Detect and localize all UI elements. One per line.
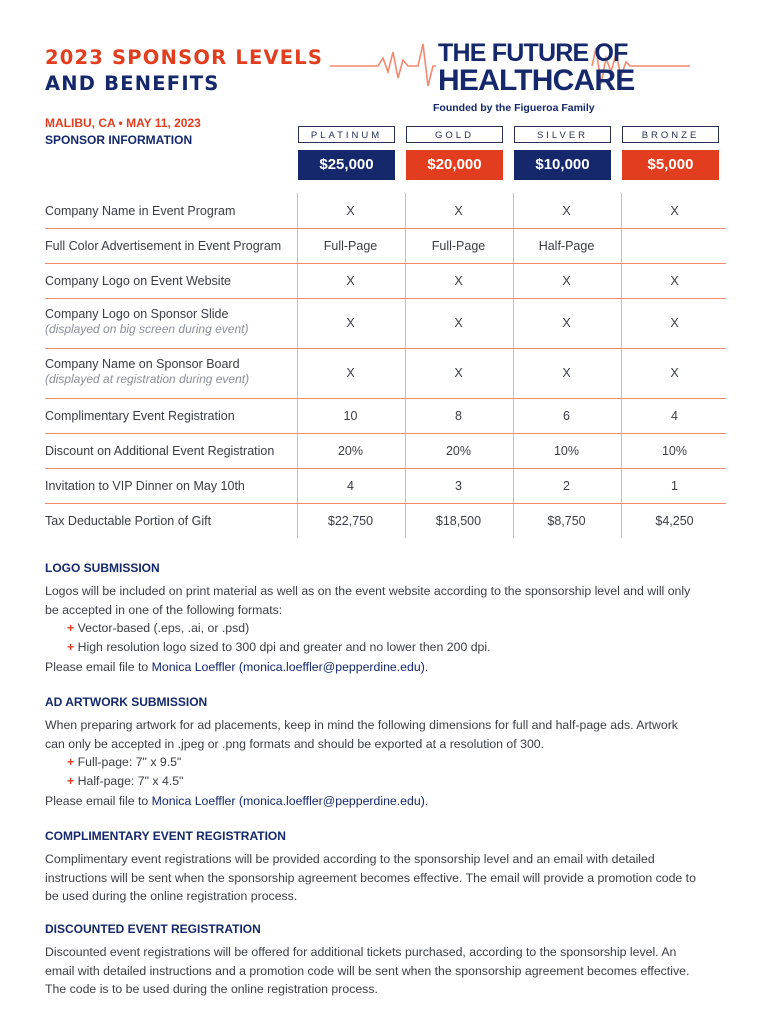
benefit-value: 20%: [337, 444, 364, 458]
benefit-value: 10%: [553, 444, 580, 458]
benefit-value: 8: [455, 409, 462, 423]
benefit-label: Company Logo on Event Website: [45, 274, 231, 288]
email-link[interactable]: Monica Loeffler (monica.loeffler@pepperdine.edu): [151, 794, 425, 808]
logo-line-2: HEALTHCARE: [438, 64, 635, 97]
benefit-label: Complimentary Event Registration: [45, 409, 235, 423]
level-price-silver: $10,000: [514, 150, 611, 180]
benefit-value: 1: [671, 479, 678, 493]
ad-email-line: Please email file to Monica Loeffler (monica.loeffler@pepperdine.edu).: [45, 794, 429, 808]
benefit-label: Full Color Advertisement in Event Program: [45, 239, 282, 253]
benefit-value: X: [346, 366, 355, 380]
event-logo: [330, 38, 690, 118]
level-name-bronze: BRONZE: [622, 126, 719, 143]
benefit-value: X: [454, 316, 463, 330]
sponsor-information-heading: SPONSOR INFORMATION: [45, 133, 193, 147]
benefit-label: Company Name on Sponsor Board (displayed at registration during event): [45, 357, 250, 386]
list-item: + Half-page: 7" x 4.5": [67, 774, 184, 788]
discounted-registration-heading: DISCOUNTED EVENT REGISTRATION: [45, 922, 261, 936]
email-link[interactable]: Monica Loeffler (monica.loeffler@pepperdine.edu): [151, 660, 425, 674]
logo-submission-heading: LOGO SUBMISSION: [45, 561, 160, 575]
benefit-value: X: [670, 274, 679, 288]
event-location-date: MALIBU, CA • MAY 11, 2023: [45, 116, 201, 130]
benefit-value: 2: [563, 479, 570, 493]
row-divider: [45, 298, 726, 299]
plus-icon: +: [67, 755, 75, 769]
benefit-label: Invitation to VIP Dinner on May 10th: [45, 479, 245, 493]
list-item: + Vector-based (.eps, .ai, or .psd): [67, 621, 250, 635]
benefit-value: $22,750: [327, 514, 374, 528]
benefit-value: $18,500: [435, 514, 482, 528]
benefit-label: Company Logo on Sponsor Slide (displayed on big screen during event): [45, 307, 249, 336]
benefit-value: X: [346, 204, 355, 218]
benefit-value: X: [454, 204, 463, 218]
benefit-value: X: [562, 204, 571, 218]
benefit-value: X: [670, 366, 679, 380]
benefit-value: X: [454, 366, 463, 380]
benefit-sublabel: (displayed at registration during event): [45, 372, 250, 386]
list-item: + High resolution logo sized to 300 dpi and greater and no lower then 200 dpi.: [67, 640, 491, 654]
level-price-platinum: $25,000: [298, 150, 395, 180]
plus-icon: +: [67, 640, 75, 654]
row-divider: [45, 468, 726, 469]
row-divider: [45, 398, 726, 399]
logo-email-line: Please email file to Monica Loeffler (monica.loeffler@pepperdine.edu).: [45, 660, 429, 674]
benefit-value: 10%: [661, 444, 688, 458]
list-item: + Full-page: 7" x 9.5": [67, 755, 182, 769]
benefit-value: 10: [343, 409, 358, 423]
page-title: [45, 45, 323, 97]
logo-line-1: THE FUTURE OF: [438, 39, 628, 67]
complimentary-registration-text: Complimentary event registrations will be provided according to the sponsorship level and an email with detailed instructions will be sent when the sponsorship agreement becomes effective. The email will provide a promotion code to be used during the online registration process.: [45, 852, 696, 904]
benefit-value: Full-Page: [431, 239, 486, 253]
discounted-registration-text: Discounted event registrations will be offered for additional tickets purchased, according to the sponsorship level. An email with detailed instructions and a promotion code will be sent when the sponsorship agreement becomes effective. The code is to be used during the online registration process.: [45, 945, 690, 997]
logo-submission-text: Logos will be included on print material as well as on the event website according to the sponsorship level and will only be accepted in one of the following formats:: [45, 584, 691, 617]
benefit-value: 3: [455, 479, 462, 493]
plus-icon: +: [67, 621, 75, 635]
benefit-label: Company Name in Event Program: [45, 204, 236, 218]
title-line-1: 2023 SPONSOR LEVELS: [45, 46, 324, 69]
benefit-value: X: [454, 274, 463, 288]
benefit-value: 4: [347, 479, 354, 493]
benefit-value: X: [562, 316, 571, 330]
row-divider: [45, 228, 726, 229]
level-price-gold: $20,000: [406, 150, 503, 180]
plus-icon: +: [67, 774, 75, 788]
benefit-value: X: [670, 316, 679, 330]
benefit-label: Tax Deductable Portion of Gift: [45, 514, 212, 528]
benefit-value: $4,250: [655, 514, 694, 528]
title-line-2: AND BENEFITS: [45, 72, 220, 95]
row-divider: [45, 433, 726, 434]
level-price-bronze: $5,000: [622, 150, 719, 180]
benefit-label: Discount on Additional Event Registration: [45, 444, 275, 458]
benefit-value: X: [346, 274, 355, 288]
row-divider: [45, 263, 726, 264]
level-name-gold: GOLD: [406, 126, 503, 143]
benefit-value: $8,750: [547, 514, 586, 528]
benefit-value: 20%: [445, 444, 472, 458]
benefit-value: X: [346, 316, 355, 330]
row-divider: [45, 503, 726, 504]
complimentary-registration-heading: COMPLIMENTARY EVENT REGISTRATION: [45, 829, 286, 843]
row-divider: [45, 348, 726, 349]
benefit-value: Half-Page: [538, 239, 595, 253]
logo-tagline: Founded by the Figueroa Family: [433, 102, 595, 114]
ad-artwork-heading: AD ARTWORK SUBMISSION: [45, 695, 208, 709]
level-name-platinum: PLATINUM: [298, 126, 395, 143]
benefit-value: 6: [563, 409, 570, 423]
benefit-value: X: [562, 366, 571, 380]
benefit-value: X: [562, 274, 571, 288]
benefit-value: 4: [671, 409, 678, 423]
benefit-value: Full-Page: [323, 239, 378, 253]
benefit-sublabel: (displayed on big screen during event): [45, 322, 249, 336]
level-name-silver: SILVER: [514, 126, 611, 143]
benefit-value: X: [670, 204, 679, 218]
ad-artwork-text: When preparing artwork for ad placements, keep in mind the following dimensions for full and half-page ads. Artwork can only be accepted in .jpeg or .png formats and should be exported at a resolution of 300.: [45, 718, 678, 751]
